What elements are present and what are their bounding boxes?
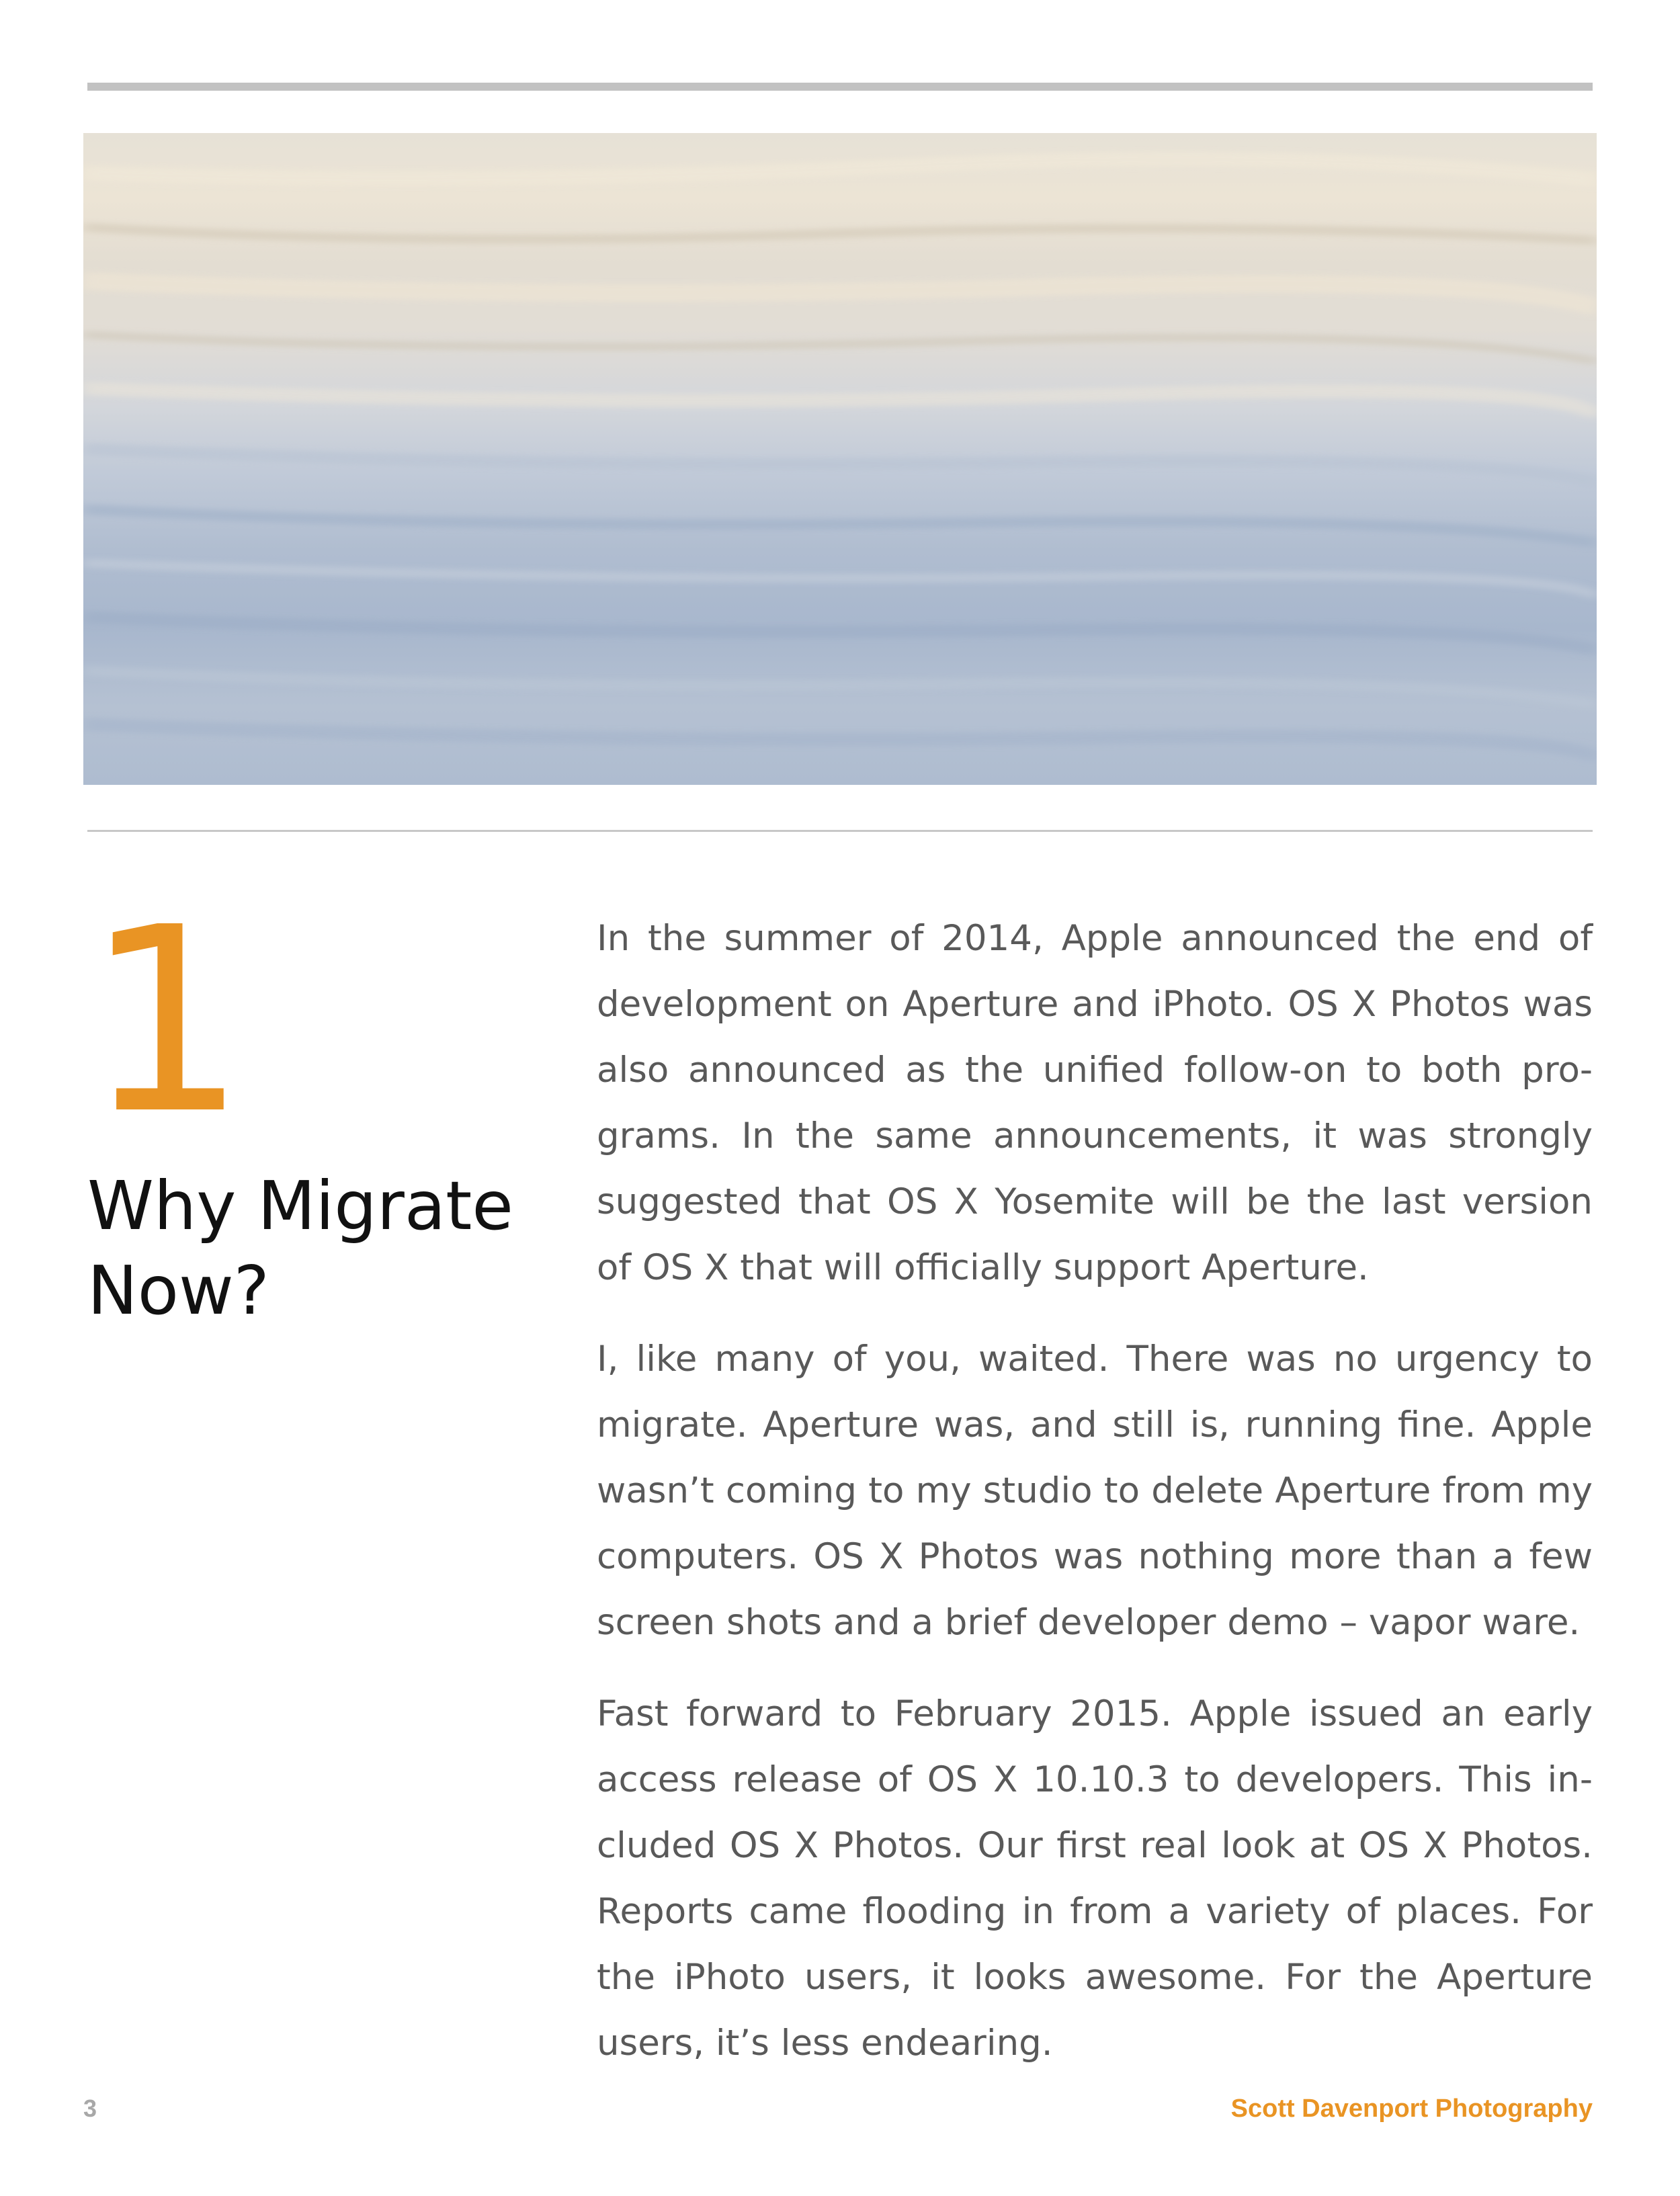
top-divider	[87, 83, 1593, 91]
chapter-title: Why Migrate Now?	[87, 1167, 513, 1330]
page-number: 3	[83, 2095, 97, 2122]
section-divider	[87, 830, 1593, 832]
hero-photo-water-blur	[83, 133, 1597, 785]
chapter-number: 1	[85, 872, 227, 1170]
body-paragraph: Fast forward to February 2015. Apple issued an early access release of OS X 10.10.3 to developers. This included OS X Photos. Our first real look at OS X Photos. Reports came flooding in from a variety of places. For the iPhoto users, it looks awesome. For the Aperture users, it’s less endearing.	[597, 1693, 1593, 2064]
body-paragraph: I, like many of you, waited. There was no urgency to migrate. Aperture was, and still is, running fine. Apple wasn’t coming to my studio to delete Aperture from my computers. OS X Photos was nothing more than a few screen shots and a brief developer demo – vapor ware.	[597, 1339, 1593, 1643]
body-paragraph: In the summer of 2014, Apple announced the end of development on Aperture and iPhoto. OS X Photos was also announced as the unified follow-on to both programs. In the same announcements, it was strongly suggested that OS X Yosemite will be the last version of OS X that will officially support Aperture.	[597, 918, 1593, 1288]
body-text	[597, 906, 1593, 2076]
footer-brand: Scott Davenport Photography	[1230, 2095, 1593, 2123]
water-streaks	[83, 133, 1597, 785]
